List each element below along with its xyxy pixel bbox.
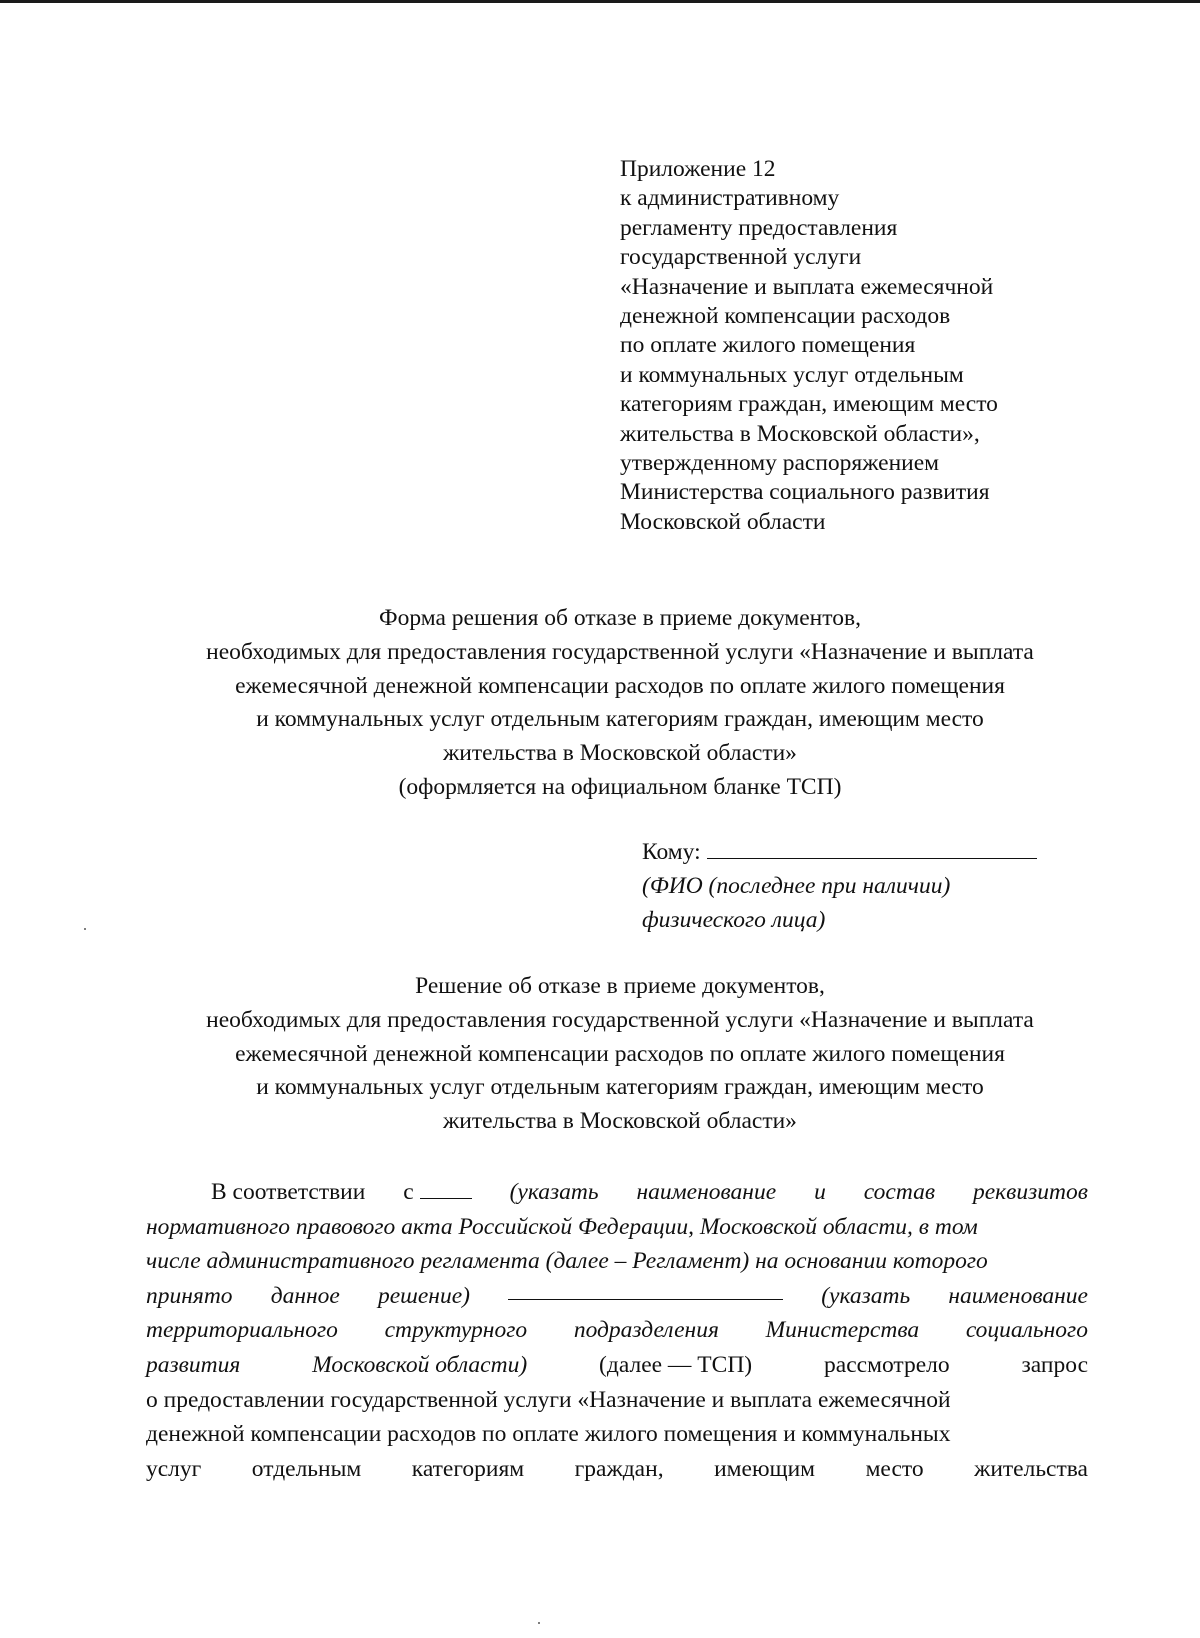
recipient-block bbox=[642, 835, 1072, 937]
body-word: развития bbox=[146, 1351, 241, 1378]
body-word: место bbox=[865, 1455, 924, 1482]
appendix-header bbox=[620, 155, 1140, 537]
body-word: имеющим bbox=[714, 1455, 816, 1482]
form-title-line: и коммунальных услуг отдельным категориям граждан, имеющим место bbox=[256, 706, 984, 733]
recipient-note: физического лица) bbox=[642, 907, 826, 933]
body-word: (далее — ТСП) bbox=[599, 1351, 753, 1378]
body-text: нормативного правового акта Российской Федерации, Московской области, в том bbox=[146, 1213, 978, 1240]
appendix-line: утвержденному распоряжением bbox=[620, 450, 940, 477]
appendix-line: Министерства социального развития bbox=[620, 479, 990, 506]
decision-title-line: жительства в Московской области» bbox=[443, 1108, 797, 1135]
form-title-line: (оформляется на официальном бланке ТСП) bbox=[398, 773, 842, 800]
body-word: (указать bbox=[821, 1282, 911, 1309]
decision-title-line: и коммунальных услуг отдельным категориям граждан, имеющим место bbox=[256, 1074, 984, 1101]
appendix-line: категориям граждан, имеющим место bbox=[620, 391, 998, 418]
appendix-line: к административному bbox=[620, 185, 840, 212]
form-title bbox=[100, 602, 1140, 805]
form-title-line: Форма решения об отказе в приеме документов, bbox=[379, 605, 861, 631]
form-title-line: ежемесячной денежной компенсации расходов по оплате жилого помещения bbox=[235, 672, 1005, 699]
scan-top-edge bbox=[0, 0, 1200, 3]
scan-speck bbox=[84, 928, 86, 930]
body-line bbox=[146, 1417, 1088, 1452]
body-word: реквизитов bbox=[972, 1179, 1088, 1205]
recipient-note: (ФИО (последнее при наличии) bbox=[642, 873, 951, 899]
appendix-line: «Назначение и выплата ежемесячной bbox=[620, 273, 994, 300]
body-word: территориального bbox=[146, 1317, 338, 1344]
appendix-line: Приложение 12 bbox=[620, 156, 776, 182]
body-word: отдельным bbox=[251, 1455, 362, 1482]
appendix-line: жительства в Московской области», bbox=[620, 420, 980, 447]
appendix-line: денежной компенсации расходов bbox=[620, 303, 951, 330]
body-line bbox=[146, 1348, 1088, 1383]
body-word: принято bbox=[146, 1282, 233, 1309]
appendix-line: государственной услуги bbox=[620, 244, 862, 271]
appendix-line: Московской области bbox=[620, 508, 826, 535]
body-word: наименование bbox=[636, 1179, 777, 1205]
body-word: наименование bbox=[948, 1282, 1088, 1309]
body-word: с bbox=[403, 1179, 414, 1205]
body-word-group bbox=[403, 1175, 471, 1210]
body-word: подразделения bbox=[573, 1317, 719, 1344]
decision-title-line: Решение об отказе в приеме документов, bbox=[415, 973, 825, 999]
body-word: В соответствии bbox=[211, 1179, 366, 1205]
body-word: услуг bbox=[146, 1455, 202, 1482]
tsp-name-blank-field[interactable] bbox=[508, 1279, 783, 1300]
body-word: (указать bbox=[509, 1179, 599, 1205]
body-word: Московской области) bbox=[312, 1351, 528, 1378]
body-word: решение) bbox=[377, 1282, 470, 1309]
decision-body bbox=[146, 1175, 1088, 1486]
body-word: запрос bbox=[1021, 1351, 1088, 1378]
body-word: жительства bbox=[974, 1455, 1088, 1482]
appendix-line: регламенту предоставления bbox=[620, 214, 898, 241]
body-word: социального bbox=[965, 1317, 1088, 1344]
body-word: структурного bbox=[384, 1317, 528, 1344]
body-line bbox=[146, 1244, 1088, 1279]
body-word: данное bbox=[270, 1282, 340, 1309]
body-word: рассмотрело bbox=[824, 1351, 950, 1378]
form-title-line: жительства в Московской области» bbox=[443, 740, 797, 767]
decision-title bbox=[100, 970, 1140, 1139]
scan-speck bbox=[538, 1622, 540, 1624]
decision-title-line: ежемесячной денежной компенсации расходов по оплате жилого помещения bbox=[235, 1040, 1005, 1067]
body-line bbox=[146, 1313, 1088, 1348]
recipient-blank-field[interactable] bbox=[707, 836, 1037, 859]
body-text: о предоставлении государственной услуги «Назначение и выплата ежемесячной bbox=[146, 1386, 951, 1413]
body-text: денежной компенсации расходов по оплате жилого помещения и коммунальных bbox=[146, 1421, 951, 1448]
body-word: и bbox=[814, 1179, 826, 1205]
body-line bbox=[146, 1279, 1088, 1314]
recipient-line bbox=[642, 835, 1072, 869]
body-line bbox=[146, 1210, 1088, 1245]
body-line bbox=[146, 1383, 1088, 1418]
body-word: Министерства bbox=[765, 1317, 920, 1344]
form-title-line: необходимых для предоставления государственной услуги «Назначение и выплата bbox=[206, 638, 1034, 665]
appendix-line: по оплате жилого помещения bbox=[620, 332, 916, 359]
body-line bbox=[146, 1452, 1088, 1487]
appendix-line: и коммунальных услуг отдельным bbox=[620, 361, 964, 388]
body-word: граждан, bbox=[574, 1455, 664, 1482]
legal-act-blank-field[interactable] bbox=[420, 1178, 472, 1199]
recipient-label: Кому: bbox=[642, 839, 701, 865]
decision-title-line: необходимых для предоставления государственной услуги «Назначение и выплата bbox=[206, 1006, 1034, 1033]
body-word: состав bbox=[863, 1179, 936, 1205]
body-word: категориям bbox=[411, 1455, 525, 1482]
body-line bbox=[146, 1175, 1088, 1210]
body-text: числе административного регламента (далее – Регламент) на основании которого bbox=[146, 1248, 988, 1275]
